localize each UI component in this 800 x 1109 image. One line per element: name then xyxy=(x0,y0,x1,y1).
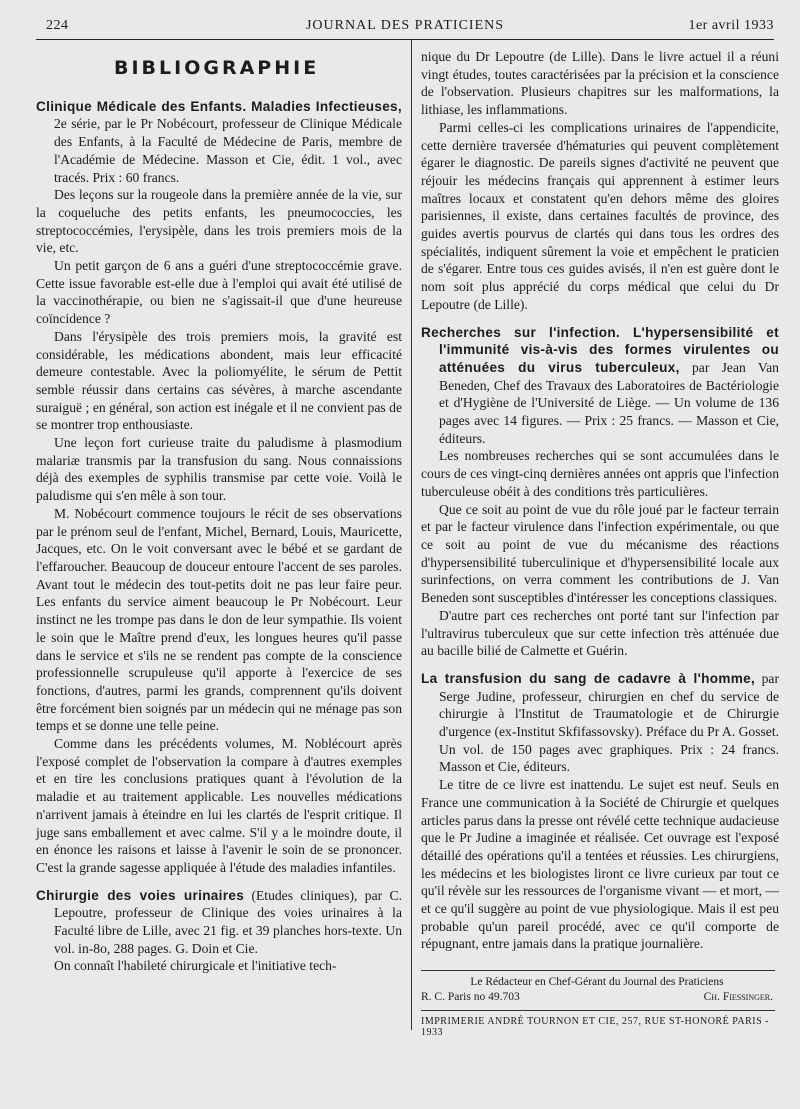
book-title: Clinique Médicale des Enfants. Maladies Infectieuses, xyxy=(36,98,402,114)
right-paragraph: Que ce soit au point de vue du rôle joué par le facteur terrain et par le facteur virulence dans l'infection expérimentale, ou que ce soit au point de vue du mécanisme des réactions d'hypersensibilité tuberculinique et d'hypersensibilité locale aux surinfections, on verra comment les contributions de J. Van Beneden sont susceptibles d'intéresser les conceptions classiques. xyxy=(421,501,779,606)
editor-name: Ch. Fiessinger. xyxy=(703,991,773,1003)
left-paragraph: Une leçon fort curieuse traite du paludisme à plasmodium malariæ transmis par la transfusion du sang. Nous connaissions déjà des exemples de syphilis transmise par cette voie. Voilà le paludisme qui s'en mêle à son tour. xyxy=(36,435,402,504)
right-paragraph: Les nombreuses recherches qui se sont accumulées dans le cours de ces vingt-cinq dernières années ont appris que l'infection tuberculeuse obéit à des conditions très particulières. xyxy=(421,448,779,499)
book-details: par Jean Van Beneden, Chef des Travaux des Laboratoires de Bactériologie et d'Hygiène de l'Université de Liège. — Un volume de 136 pages avec 14 figures. — Prix : 25 francs. — Masson et Cie, éditeurs. xyxy=(439,359,779,446)
book-details: 2e série, par le Pr Nobécourt, professeur de Clinique Médicale des Enfants, à la Faculté de Médecine de Paris, membre de l'Académie de Médecine. Masson et Cie, édit. 1 vol., avec tracés. Prix : 60 francs. xyxy=(54,116,402,185)
footer-rule-bottom xyxy=(421,1010,775,1011)
left-review-entry xyxy=(36,98,402,187)
left-review-entry xyxy=(36,887,402,958)
right-column-body xyxy=(421,48,779,953)
left-column xyxy=(36,48,402,975)
right-review-entry xyxy=(421,670,779,776)
left-paragraph: Des leçons sur la rougeole dans la première année de la vie, sur la coqueluche des petits enfants, les pneumococcies, les streptococcémies, l'erysipèle, dans les trois premiers mois de la vie, etc. xyxy=(36,187,402,256)
footer-rule-top xyxy=(421,970,775,971)
right-paragraph: D'autre part ces recherches ont porté tant sur l'infection par l'ultravirus tuberculeux que sur cette infection très atténuée due au bacille bilié de Calmette et Guérin. xyxy=(421,607,779,659)
left-paragraph: Comme dans les précédents volumes, M. Noblécourt après l'exposé complet de l'observation la compare à d'autres exemples et en tire les conclusions pratiques quant à l'évolution de la maladie et au traitement applicable. Les nouvelles médications n'arrivent jamais à éteindre en lui les clartés de l'esprit critique. Il juge sans emballement et avec calme. S'il y a le moindre doute, il en énonce les raisons et laisse à l'avenir le soin de se prononcer. C'est la grande sagesse appliquée à l'étude des maladies infantiles. xyxy=(36,736,402,875)
book-title: Recherches sur l'infection. L'hypersensibilité et l'immunité vis-à-vis des formes virulentes ou atténuées du virus tuberculeux, xyxy=(421,324,779,375)
book-details: (Etudes cliniques), par C. Lepoutre, professeur de Clinique des voies urinaires à la Faculté libre de Lille, avec 21 fig. et 39 planches hors-texte. Un vol. in-8o, 288 pages. G. Doin et Cie. xyxy=(54,887,402,956)
left-paragraph: On connaît l'habileté chirurgicale et l'initiative tech- xyxy=(54,958,337,974)
right-column xyxy=(421,48,779,953)
book-details: par Serge Judine, professeur, chirurgien en chef du service de chirurgie à l'Institut de Traumatologie et de Chirurgie d'urgence (ex-Institut Skfifassovsky). Préface du Pr A. Gosset. Un vol. de 150 pages avec graphiques. Prix : 24 francs. Masson et Cie, éditeurs. xyxy=(439,670,779,775)
right-paragraph: Parmi celles-ci les complications urinaires de l'appendicite, cette dernière traversée d'hématuries qui peuvent complètement égarer le diagnostic. De pareils signes d'activité ne peuvent que réjouir les médecins français qui apprennent à estimer leurs maîtres locaux et constatent qu'en dehors même des gloires parisiennes, il existe, dans certaines facultés de province, des guides avertis pourvus de clartés qui dans tous les ordres des spécialités, indiquent sûrement la voie et empêchent le praticien de s'égarer. Entre tous ces guides avisés, il n'en est guère dont le nom soit plus apprécié du corps médical que celui du Dr Lepoutre (de Lille). xyxy=(421,119,779,312)
right-review-entry xyxy=(421,324,779,448)
left-column-body xyxy=(36,98,402,975)
issue-date: 1er avril 1933 xyxy=(688,18,774,33)
right-paragraph: nique du Dr Lepoutre (de Lille). Dans le livre actuel il a réuni vingt études, toutes caractérisées par la précision et la conscience de l'observation. Plusieurs chapitres sur les malformations, la lithiase, les inflammations. xyxy=(421,49,779,118)
header-rule xyxy=(36,39,774,40)
page-number: 224 xyxy=(46,18,69,33)
book-title: Chirurgie des voies urinaires xyxy=(36,887,245,903)
left-paragraph: M. Nobécourt commence toujours le récit de ses observations par le prénom seul de l'enfant, Michel, Bernard, Louis, Mauricette, Jacques, etc. On le voit conversant avec le bébé et se gardant de l'effaroucher. Beaucoup de douceur entoure l'accent de ses paroles. Avant tout le médecin des tout-petits doit ne pas leur faire peur. Les enfants du service aiment beaucoup le Pr Nobécourt. Leur instinct ne les trompe pas dans le don de leur sympathie. Ils voient le soin que le Maître prend d'eux, les longues heures qu'il passe dans le service et s'ils ne se rendent pas compte de la conscience professionnelle scrupuleuse qu'il apporte à l'exercice de ses fonctions, d'autres, parmi les grands, comprennent qu'ils doivent être forcément bien soignés par un médecin qui ne ménage pas son temps et se donne une telle peine. xyxy=(36,505,402,734)
printer-line: IMPRIMERIE ANDRÉ TOURNON ET CIE, 257, RUE ST-HONORÉ PARIS - 1933 xyxy=(421,1016,769,1038)
running-head xyxy=(36,18,774,40)
section-title: BIBLIOGRAPHIE xyxy=(114,57,320,79)
journal-title: JOURNAL DES PRATICIENS xyxy=(305,18,505,33)
right-paragraph: Le titre de ce livre est inattendu. Le sujet est neuf. Seuls en France une communication à la Société de Chirurgie et quelques articles parus dans la presse ont révélé cette technique audacieuse que le Pr Judine a imaginée et réalisée. Cet ouvrage est l'exposé détaillé des opérations qu'il a tentées et réussies. Les chirurgiens, les médecins et les biologistes liront ce livre curieux par tout ce qu'il révèle sur les ressources de l'organisme vivant — et mort, — et ce qu'il suggère au point de vue physiologique. Mais il est peu probable qu'un pareil procédé, avec ce qu'il comporte de répugnant, entre jamais dans la pratique journalière. xyxy=(421,777,779,952)
book-title: La transfusion du sang de cadavre à l'homme, xyxy=(421,670,756,686)
registration-number: R. C. Paris no 49.703 xyxy=(421,991,520,1003)
editor-line: Le Rédacteur en Chef-Gérant du Journal des Praticiens xyxy=(470,976,724,988)
left-paragraph: Dans l'érysipèle des trois premiers mois, la gravité est considérable, les médications abondent, mais leur efficacité demeure contestable. Avec la poliomyélite, le sérum de Pettit semble réussir dans certains cas sévères, à marche ascendante suraiguë ; en général, son action est inégale et il ne convient pas de se montrer trop enthousiaste. xyxy=(36,328,402,433)
left-paragraph: Un petit garçon de 6 ans a guéri d'une streptococcémie grave. Cette issue favorable est-elle due à l'emploi qui avait été utilisé de la vaccinothérapie, ou bien ne s'agissait-il que d'une heureuse coïncidence ? xyxy=(36,258,402,327)
column-divider xyxy=(411,40,412,1030)
